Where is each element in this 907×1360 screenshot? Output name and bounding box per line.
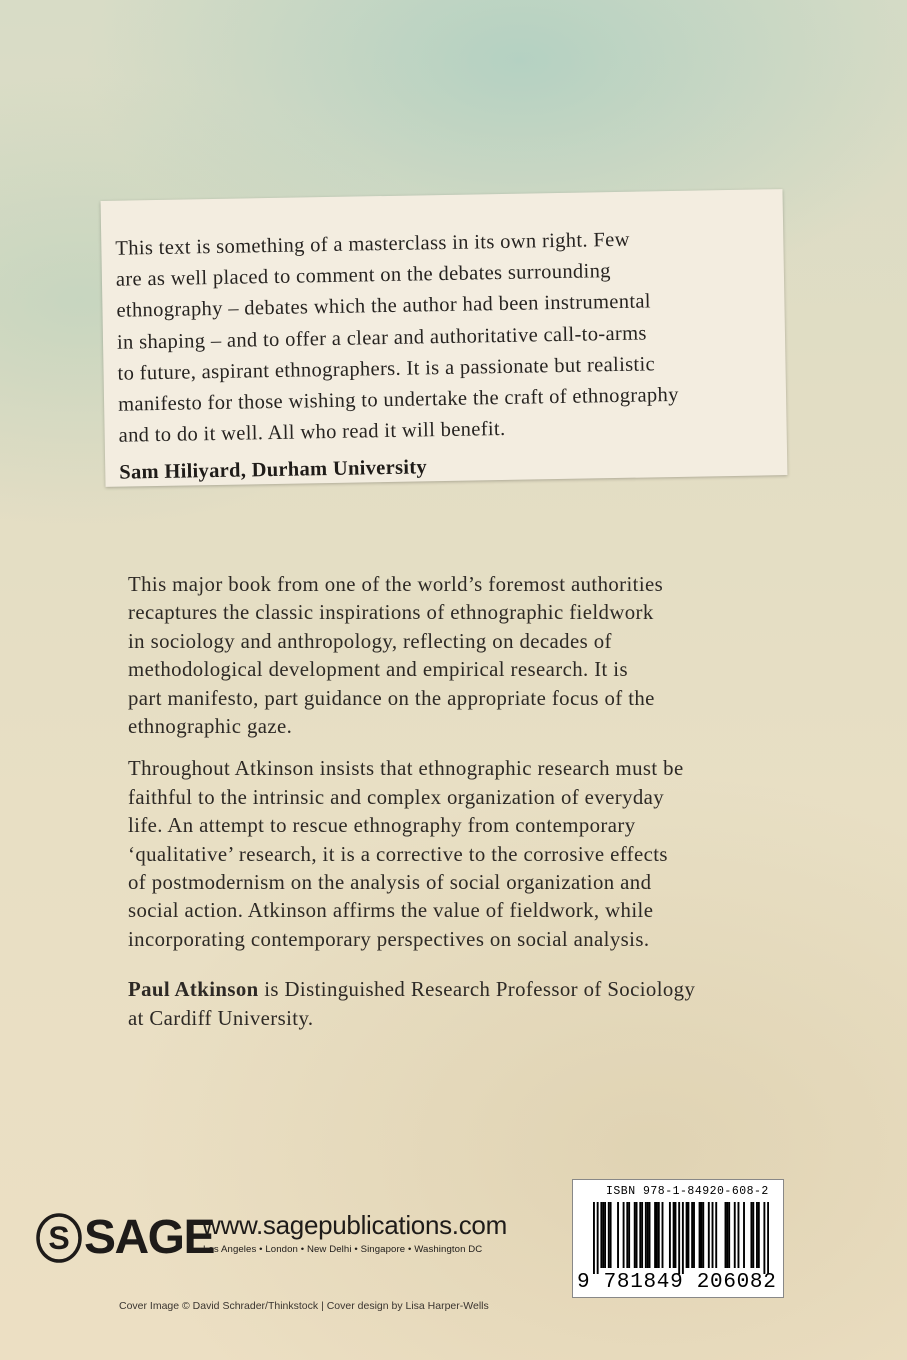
description-line: part manifesto, part guidance on the appropriate focus of the [128,686,655,710]
quote-line: are as well placed to comment on the debates surrounding [115,260,611,291]
barcode-bar [686,1202,688,1268]
description-line: in sociology and anthropology, reflecting on decades of [128,629,612,653]
description-line: This major book from one of the world’s foremost authorities [128,573,664,596]
description-line: ‘qualitative’ research, it is a corrective to the corrosive effects [128,842,668,866]
barcode-bar [647,1202,649,1268]
svg-text:S: S [48,1220,70,1256]
barcode-bar [656,1202,658,1268]
barcode-bar [715,1202,717,1268]
barcode-bar [623,1202,625,1268]
quote-line: in shaping – and to offer a clear and authoritative call-to-arms [116,322,647,354]
barcode-bar [687,1202,689,1268]
description-line: life. An attempt to rescue ethnography from contemporary [128,814,636,838]
barcode-bar [602,1202,604,1268]
barcode-bar [691,1202,693,1268]
barcode-bar [712,1202,714,1268]
barcode-bar [675,1202,677,1268]
barcode-bar [617,1202,619,1268]
description-line: ethnographic gaze. [128,715,293,739]
endorsement-quote-card [101,189,788,487]
description-line: social action. Atkinson affirms the value of fieldwork, while [128,899,654,923]
barcode-bars [593,1202,769,1274]
quote-line: This text is something of a masterclass in its own right. Few [115,228,630,260]
quote-line: ethnography – debates which the author had been instrumental [116,290,652,323]
barcode-bar [758,1202,760,1268]
sage-logo [36,1212,214,1264]
barcode-bar [738,1202,740,1268]
barcode-bar [752,1202,754,1268]
barcode-bar [682,1202,684,1274]
barcode-bar [750,1202,752,1268]
barcode-bar [641,1202,643,1268]
endorsement-attribution: Sam Hiliyard, Durham University [119,456,428,485]
barcode-bar [678,1202,680,1274]
barcode-bar [634,1202,636,1268]
barcode-bar [669,1202,671,1268]
endorsement-quote-text [115,222,767,452]
description-line: Throughout Atkinson insists that ethnographic research must be [128,757,684,781]
barcode-bar [763,1202,765,1274]
barcode-bar [597,1202,599,1274]
barcode-bar [604,1202,606,1268]
publisher-cities: Los Angeles • London • New Delhi • Singapore • Washington DC [203,1244,483,1255]
barcode-bar [673,1202,675,1268]
barcode-bar [636,1202,638,1268]
publisher-url: www.sagepublications.com [202,1210,507,1240]
barcode-bar [628,1202,630,1268]
barcode-bar [734,1202,736,1268]
barcode-bar [639,1202,641,1268]
barcode-bar [700,1202,702,1268]
description-line: methodological development and empirical research. It is [128,658,628,682]
book-description [128,571,788,1047]
barcode-bar [610,1202,612,1268]
barcode-bar [725,1202,727,1268]
barcode-bar [767,1202,769,1274]
barcode-bar [699,1202,701,1268]
author-bio-line: is Distinguished Research Professor of Sociology [258,978,696,1002]
author-name: Paul Atkinson [128,978,259,1002]
barcode-bar [649,1202,651,1268]
author-bio [128,976,788,1033]
barcode-bar [708,1202,710,1268]
barcode-bar [600,1202,602,1268]
barcode-bar [756,1202,758,1268]
description-line: incorporating contemporary perspectives on social analysis. [128,927,650,951]
isbn-label: ISBN 978-1-84920-608-2 [606,1185,769,1198]
isbn-barcode [572,1179,784,1298]
barcode-digits: 9 781849 206082 [577,1271,777,1294]
barcode-bar [645,1202,647,1268]
sage-logo-text: SAGE [84,1211,215,1264]
barcode-bar [702,1202,704,1268]
quote-line: to future, aspirant ethnographers. It is a passionate but realistic [117,353,656,385]
description-line: of postmodernism on the analysis of social organization and [128,871,652,895]
sage-s-circle-icon [36,1213,82,1263]
barcode-bar [626,1202,628,1268]
author-bio-line: at Cardiff University. [128,1006,314,1030]
barcode-bar [743,1202,745,1268]
barcode-bar [662,1202,664,1268]
description-line: faithful to the intrinsic and complex organization of everyday [128,785,665,809]
barcode-bar [654,1202,656,1268]
cover-credits: Cover Image © David Schrader/Thinkstock | Cover design by Lisa Harper-Wells [119,1300,489,1312]
description-paragraph-1 [128,571,788,741]
barcode-bar [693,1202,695,1268]
barcode-bar [658,1202,660,1268]
description-line: recaptures the classic inspirations of ethnographic fieldwork [128,601,654,625]
barcode-bar [608,1202,610,1268]
barcode-bar [726,1202,728,1268]
barcode-bar [728,1202,730,1268]
quote-line: and to do it well. All who read it will benefit. [118,418,506,447]
barcode-bar [593,1202,595,1274]
description-paragraph-2 [128,755,788,954]
quote-line: manifesto for those wishing to undertake the craft of ethnography [117,383,679,416]
